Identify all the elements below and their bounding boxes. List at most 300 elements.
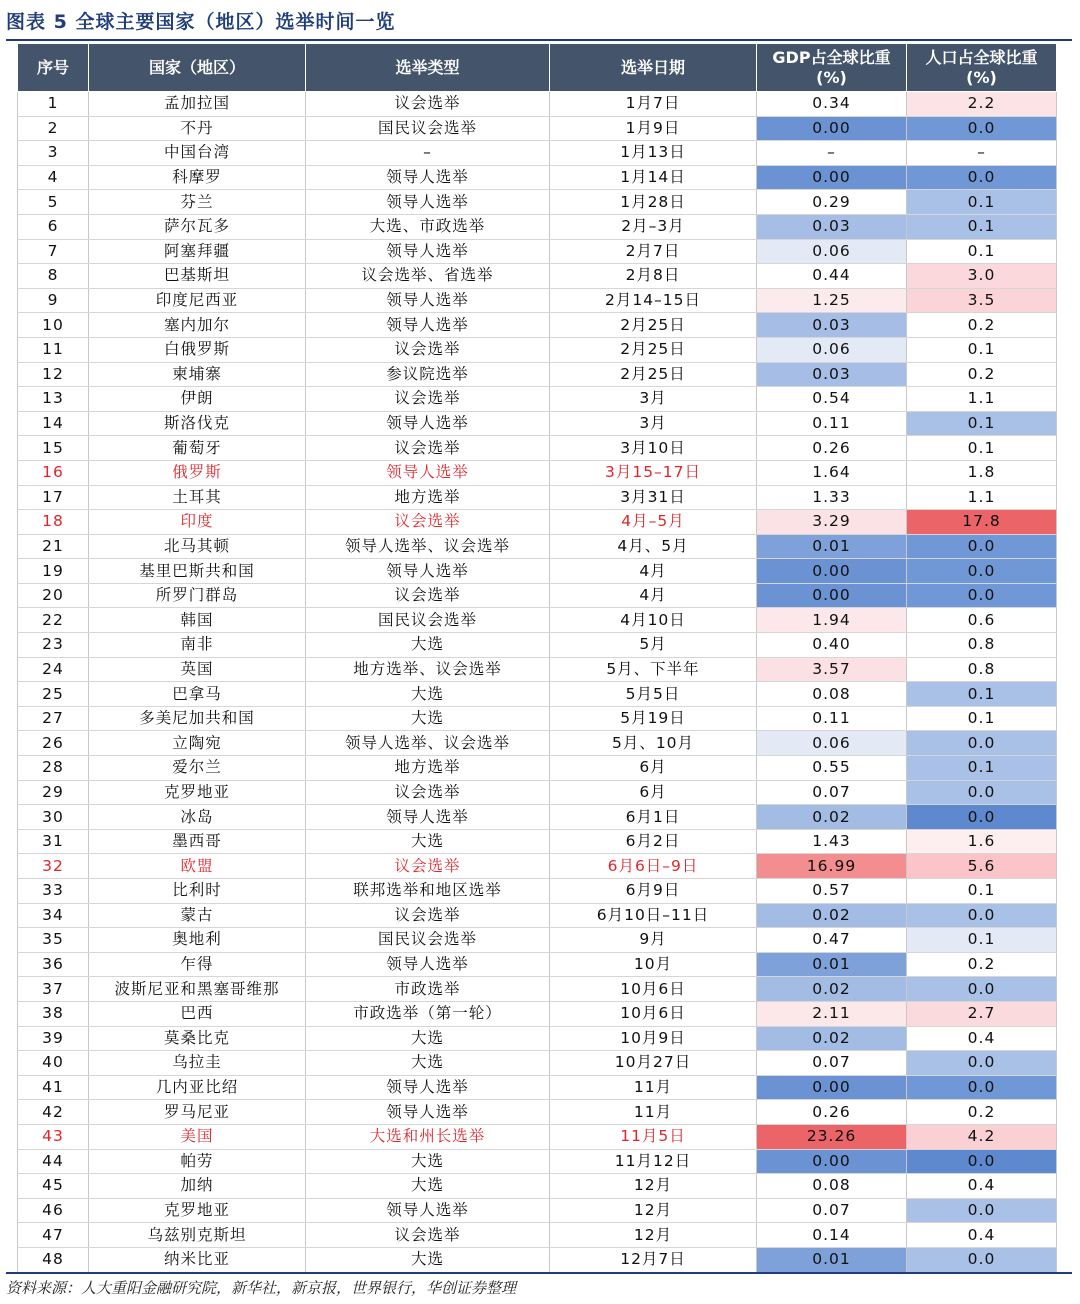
population-share-cell: 0.1 — [907, 190, 1057, 215]
row-number: 47 — [18, 1223, 89, 1248]
election-date-cell: 3月 — [550, 411, 757, 436]
country-cell: 基里巴斯共和国 — [89, 559, 306, 584]
row-number: 41 — [18, 1075, 89, 1100]
population-share-cell: 3.5 — [907, 288, 1057, 313]
gdp-share-cell: 16.99 — [757, 854, 907, 879]
table-row — [18, 633, 1057, 658]
gdp-share-cell: 0.06 — [757, 731, 907, 756]
gdp-share-cell: 3.29 — [757, 510, 907, 535]
population-share-cell: 0.0 — [907, 1149, 1057, 1174]
gdp-share-cell: 0.00 — [757, 583, 907, 608]
table-row — [18, 436, 1057, 461]
election-type-cell: 大选 — [306, 706, 550, 731]
election-date-cell: 10月27日 — [550, 1051, 757, 1076]
gdp-share-cell: 0.00 — [757, 559, 907, 584]
row-number: 25 — [18, 682, 89, 707]
gdp-share-cell: 1.94 — [757, 608, 907, 633]
election-type-cell: 国民议会选举 — [306, 116, 550, 141]
population-share-cell: 0.6 — [907, 608, 1057, 633]
gdp-share-cell: 0.03 — [757, 362, 907, 387]
population-share-cell: 0.1 — [907, 756, 1057, 781]
row-number: 48 — [18, 1247, 89, 1272]
election-date-cell: 6月9日 — [550, 879, 757, 904]
election-type-cell: 参议院选举 — [306, 362, 550, 387]
row-number: 36 — [18, 952, 89, 977]
country-cell: 克罗地亚 — [89, 780, 306, 805]
gdp-share-cell: 0.08 — [757, 1174, 907, 1199]
election-date-cell: 11月 — [550, 1100, 757, 1125]
election-date-cell: 11月12日 — [550, 1149, 757, 1174]
country-cell: 波斯尼亚和黑塞哥维那 — [89, 977, 306, 1002]
country-cell: 乌拉圭 — [89, 1051, 306, 1076]
country-cell: 斯洛伐克 — [89, 411, 306, 436]
table-row — [18, 239, 1057, 264]
election-type-cell: 领导人选举 — [306, 460, 550, 485]
table-row — [18, 854, 1057, 879]
election-date-cell: 2月25日 — [550, 337, 757, 362]
election-date-cell: 9月 — [550, 928, 757, 953]
population-share-cell: 4.2 — [907, 1124, 1057, 1149]
election-date-cell: 3月15–17日 — [550, 460, 757, 485]
country-cell: 柬埔寨 — [89, 362, 306, 387]
election-date-cell: 5月 — [550, 633, 757, 658]
gdp-share-cell: 2.11 — [757, 1001, 907, 1026]
election-date-cell: 6月2日 — [550, 829, 757, 854]
gdp-share-cell: 0.40 — [757, 633, 907, 658]
table-row — [18, 362, 1057, 387]
row-number: 8 — [18, 264, 89, 289]
election-type-cell: 大选 — [306, 1247, 550, 1272]
gdp-share-cell: 0.06 — [757, 239, 907, 264]
table-row — [18, 879, 1057, 904]
election-type-cell: 议会选举 — [306, 854, 550, 879]
gdp-share-cell: 0.08 — [757, 682, 907, 707]
election-date-cell: 12月 — [550, 1198, 757, 1223]
election-date-cell: 2月7日 — [550, 239, 757, 264]
table-row — [18, 92, 1057, 117]
row-number: 24 — [18, 657, 89, 682]
gdp-share-cell: 0.57 — [757, 879, 907, 904]
table-row — [18, 337, 1057, 362]
gdp-share-cell: 0.07 — [757, 1198, 907, 1223]
row-number: 6 — [18, 214, 89, 239]
row-number: 11 — [18, 337, 89, 362]
election-type-cell: 市政选举 — [306, 977, 550, 1002]
country-cell: 乍得 — [89, 952, 306, 977]
election-type-cell: 大选 — [306, 633, 550, 658]
election-type-cell: 领导人选举 — [306, 313, 550, 338]
population-share-cell: 0.1 — [907, 436, 1057, 461]
election-type-cell: 领导人选举、议会选举 — [306, 731, 550, 756]
population-share-cell: 0.4 — [907, 1223, 1057, 1248]
table-row — [18, 116, 1057, 141]
country-cell: 纳米比亚 — [89, 1247, 306, 1272]
gdp-share-cell: 1.43 — [757, 829, 907, 854]
election-type-cell: 大选 — [306, 1051, 550, 1076]
row-number: 14 — [18, 411, 89, 436]
population-share-cell: 0.2 — [907, 313, 1057, 338]
election-type-cell: 领导人选举 — [306, 288, 550, 313]
gdp-share-cell: 0.34 — [757, 92, 907, 117]
population-share-cell: 0.1 — [907, 214, 1057, 239]
election-date-cell: 3月31日 — [550, 485, 757, 510]
table-row — [18, 608, 1057, 633]
election-date-cell: 10月6日 — [550, 977, 757, 1002]
country-cell: 英国 — [89, 657, 306, 682]
row-number: 44 — [18, 1149, 89, 1174]
population-share-cell: 0.2 — [907, 952, 1057, 977]
election-date-cell: 5月19日 — [550, 706, 757, 731]
table-row — [18, 510, 1057, 535]
table-row — [18, 411, 1057, 436]
gdp-share-cell: 0.03 — [757, 214, 907, 239]
election-date-cell: 4月 — [550, 559, 757, 584]
gdp-share-cell: 0.26 — [757, 1100, 907, 1125]
election-type-cell: 议会选举 — [306, 903, 550, 928]
row-number: 27 — [18, 706, 89, 731]
population-share-cell: 2.7 — [907, 1001, 1057, 1026]
country-cell: 莫桑比克 — [89, 1026, 306, 1051]
population-share-cell: 0.1 — [907, 239, 1057, 264]
election-type-cell: 领导人选举 — [306, 411, 550, 436]
election-type-cell: 国民议会选举 — [306, 928, 550, 953]
population-share-cell: 0.0 — [907, 165, 1057, 190]
gdp-share-cell: 0.29 — [757, 190, 907, 215]
country-cell: 北马其顿 — [89, 534, 306, 559]
header-cell: 国家（地区） — [89, 44, 306, 92]
election-type-cell: 议会选举 — [306, 387, 550, 412]
population-share-cell: 0.0 — [907, 534, 1057, 559]
country-cell: 比利时 — [89, 879, 306, 904]
table-row — [18, 1001, 1057, 1026]
country-cell: 土耳其 — [89, 485, 306, 510]
population-share-cell: 0.1 — [907, 411, 1057, 436]
population-share-cell: 1.8 — [907, 460, 1057, 485]
table-row — [18, 165, 1057, 190]
election-type-cell: 领导人选举 — [306, 1198, 550, 1223]
population-share-cell: 0.2 — [907, 1100, 1057, 1125]
election-date-cell: 11月 — [550, 1075, 757, 1100]
population-share-cell: 0.1 — [907, 706, 1057, 731]
row-number: 4 — [18, 165, 89, 190]
election-type-cell: 大选、市政选举 — [306, 214, 550, 239]
election-type-cell: 联邦选举和地区选举 — [306, 879, 550, 904]
country-cell: 伊朗 — [89, 387, 306, 412]
figure-title: 图表 5 全球主要国家（地区）选举时间一览 — [6, 11, 396, 33]
gdp-share-cell: 0.55 — [757, 756, 907, 781]
gdp-share-cell: 0.26 — [757, 436, 907, 461]
row-number: 16 — [18, 460, 89, 485]
election-date-cell: 10月9日 — [550, 1026, 757, 1051]
population-share-cell: 0.0 — [907, 1247, 1057, 1272]
gdp-share-cell: 0.11 — [757, 411, 907, 436]
country-cell: 奥地利 — [89, 928, 306, 953]
table-row — [18, 583, 1057, 608]
election-date-cell: 12月 — [550, 1174, 757, 1199]
country-cell: 蒙古 — [89, 903, 306, 928]
country-cell: 冰岛 — [89, 805, 306, 830]
table-row — [18, 706, 1057, 731]
gdp-share-cell: 0.11 — [757, 706, 907, 731]
population-share-cell: 0.0 — [907, 1075, 1057, 1100]
row-number: 7 — [18, 239, 89, 264]
row-number: 28 — [18, 756, 89, 781]
row-number: 18 — [18, 510, 89, 535]
row-number: 46 — [18, 1198, 89, 1223]
population-share-cell: 17.8 — [907, 510, 1057, 535]
gdp-share-cell: 0.07 — [757, 780, 907, 805]
gdp-share-cell: 23.26 — [757, 1124, 907, 1149]
gdp-share-cell: 0.02 — [757, 977, 907, 1002]
country-cell: 所罗门群岛 — [89, 583, 306, 608]
election-date-cell: 6月10日–11日 — [550, 903, 757, 928]
election-type-cell: 领导人选举 — [306, 805, 550, 830]
election-type-cell: 大选和州长选举 — [306, 1124, 550, 1149]
table-row — [18, 829, 1057, 854]
row-number: 43 — [18, 1124, 89, 1149]
table-row — [18, 780, 1057, 805]
row-number: 19 — [18, 559, 89, 584]
row-number: 3 — [18, 141, 89, 166]
row-number: 17 — [18, 485, 89, 510]
election-type-cell: 议会选举 — [306, 337, 550, 362]
population-share-cell: 0.0 — [907, 780, 1057, 805]
election-type-cell: 领导人选举 — [306, 1100, 550, 1125]
country-cell: 白俄罗斯 — [89, 337, 306, 362]
population-share-cell: 0.0 — [907, 903, 1057, 928]
population-share-cell: 3.0 — [907, 264, 1057, 289]
table-row — [18, 1026, 1057, 1051]
row-number: 22 — [18, 608, 89, 633]
population-share-cell: 2.2 — [907, 92, 1057, 117]
table-row — [18, 534, 1057, 559]
election-type-cell: 议会选举 — [306, 1223, 550, 1248]
table-row — [18, 977, 1057, 1002]
header-cell: 选举类型 — [306, 44, 550, 92]
election-date-cell: 1月7日 — [550, 92, 757, 117]
population-share-cell: 0.2 — [907, 362, 1057, 387]
election-date-cell: 10月6日 — [550, 1001, 757, 1026]
election-type-cell: 领导人选举 — [306, 559, 550, 584]
table-row — [18, 756, 1057, 781]
country-cell: 印度 — [89, 510, 306, 535]
population-share-cell: 0.1 — [907, 928, 1057, 953]
population-share-cell: 0.0 — [907, 1198, 1057, 1223]
table-row — [18, 1149, 1057, 1174]
election-date-cell: 2月8日 — [550, 264, 757, 289]
table-row — [18, 1174, 1057, 1199]
row-number: 30 — [18, 805, 89, 830]
election-type-cell: 领导人选举 — [306, 165, 550, 190]
country-cell: 南非 — [89, 633, 306, 658]
gdp-share-cell: 0.02 — [757, 903, 907, 928]
header-cell: 序号 — [18, 44, 89, 92]
row-number: 29 — [18, 780, 89, 805]
row-number: 15 — [18, 436, 89, 461]
country-cell: 萨尔瓦多 — [89, 214, 306, 239]
table-row — [18, 214, 1057, 239]
country-cell: 塞内加尔 — [89, 313, 306, 338]
row-number: 39 — [18, 1026, 89, 1051]
country-cell: 孟加拉国 — [89, 92, 306, 117]
row-number: 1 — [18, 92, 89, 117]
table-row — [18, 387, 1057, 412]
elections-table — [17, 43, 1057, 1273]
gdp-share-cell: 0.02 — [757, 1026, 907, 1051]
header-row — [18, 44, 1057, 92]
election-type-cell: 地方选举、议会选举 — [306, 657, 550, 682]
row-number: 37 — [18, 977, 89, 1002]
population-share-cell: 0.0 — [907, 805, 1057, 830]
population-share-cell: 0.8 — [907, 633, 1057, 658]
population-share-cell: – — [907, 141, 1057, 166]
row-number: 5 — [18, 190, 89, 215]
gdp-share-cell: 0.01 — [757, 534, 907, 559]
table-row — [18, 460, 1057, 485]
election-type-cell: 议会选举 — [306, 780, 550, 805]
country-cell: 罗马尼亚 — [89, 1100, 306, 1125]
row-number: 2 — [18, 116, 89, 141]
gdp-share-cell: 1.25 — [757, 288, 907, 313]
election-type-cell: 议会选举 — [306, 583, 550, 608]
country-cell: 俄罗斯 — [89, 460, 306, 485]
election-date-cell: 2月14–15日 — [550, 288, 757, 313]
table-row — [18, 805, 1057, 830]
election-date-cell: 1月13日 — [550, 141, 757, 166]
gdp-share-cell: 0.44 — [757, 264, 907, 289]
gdp-share-cell: 0.00 — [757, 1149, 907, 1174]
gdp-share-cell: 0.00 — [757, 165, 907, 190]
election-date-cell: 12月 — [550, 1223, 757, 1248]
election-date-cell: 6月 — [550, 780, 757, 805]
row-number: 40 — [18, 1051, 89, 1076]
population-share-cell: 5.6 — [907, 854, 1057, 879]
table-row — [18, 657, 1057, 682]
country-cell: 葡萄牙 — [89, 436, 306, 461]
table-row — [18, 1198, 1057, 1223]
table-row — [18, 682, 1057, 707]
country-cell: 墨西哥 — [89, 829, 306, 854]
election-date-cell: 1月14日 — [550, 165, 757, 190]
row-number: 23 — [18, 633, 89, 658]
election-type-cell: 议会选举 — [306, 510, 550, 535]
election-type-cell: 领导人选举 — [306, 190, 550, 215]
country-cell: 爱尔兰 — [89, 756, 306, 781]
population-share-cell: 0.0 — [907, 1051, 1057, 1076]
table-row — [18, 1247, 1057, 1272]
population-share-cell: 0.0 — [907, 977, 1057, 1002]
table-row — [18, 1075, 1057, 1100]
population-share-cell: 1.6 — [907, 829, 1057, 854]
table-row — [18, 264, 1057, 289]
table-row — [18, 141, 1057, 166]
table-row — [18, 559, 1057, 584]
header-cell: 选举日期 — [550, 44, 757, 92]
election-date-cell: 11月5日 — [550, 1124, 757, 1149]
row-number: 34 — [18, 903, 89, 928]
population-share-cell: 0.8 — [907, 657, 1057, 682]
election-type-cell: 地方选举 — [306, 485, 550, 510]
election-type-cell: 市政选举（第一轮） — [306, 1001, 550, 1026]
country-cell: 美国 — [89, 1124, 306, 1149]
row-number: 38 — [18, 1001, 89, 1026]
row-number: 10 — [18, 313, 89, 338]
population-share-cell: 0.4 — [907, 1026, 1057, 1051]
country-cell: 印度尼西亚 — [89, 288, 306, 313]
population-share-cell: 0.1 — [907, 879, 1057, 904]
row-number: 20 — [18, 583, 89, 608]
election-date-cell: 5月、下半年 — [550, 657, 757, 682]
table-row — [18, 731, 1057, 756]
election-date-cell: 4月10日 — [550, 608, 757, 633]
election-date-cell: 6月 — [550, 756, 757, 781]
row-number: 35 — [18, 928, 89, 953]
election-date-cell: 4月 — [550, 583, 757, 608]
table-row — [18, 288, 1057, 313]
election-date-cell: 6月6日–9日 — [550, 854, 757, 879]
country-cell: 阿塞拜疆 — [89, 239, 306, 264]
population-share-cell: 0.0 — [907, 583, 1057, 608]
country-cell: 巴拿马 — [89, 682, 306, 707]
election-date-cell: 12月7日 — [550, 1247, 757, 1272]
election-date-cell: 3月10日 — [550, 436, 757, 461]
country-cell: 芬兰 — [89, 190, 306, 215]
election-date-cell: 2月–3月 — [550, 214, 757, 239]
header-cell: GDP占全球比重 (%) — [757, 44, 907, 92]
population-share-cell: 0.1 — [907, 337, 1057, 362]
country-cell: 不丹 — [89, 116, 306, 141]
population-share-cell: 0.0 — [907, 559, 1057, 584]
row-number: 12 — [18, 362, 89, 387]
table-row — [18, 485, 1057, 510]
source-note: 资料来源：人大重阳金融研究院，新华社，新京报，世界银行，华创证券整理 — [6, 1272, 1072, 1304]
row-number: 45 — [18, 1174, 89, 1199]
election-type-cell: 领导人选举 — [306, 1075, 550, 1100]
gdp-share-cell: 3.57 — [757, 657, 907, 682]
population-share-cell: 0.0 — [907, 116, 1057, 141]
table-row — [18, 1124, 1057, 1149]
row-number: 33 — [18, 879, 89, 904]
row-number: 32 — [18, 854, 89, 879]
election-type-cell: 议会选举、省选举 — [306, 264, 550, 289]
country-cell: 欧盟 — [89, 854, 306, 879]
gdp-share-cell: 1.33 — [757, 485, 907, 510]
row-number: 13 — [18, 387, 89, 412]
gdp-share-cell: 0.03 — [757, 313, 907, 338]
election-type-cell: 大选 — [306, 1026, 550, 1051]
gdp-share-cell: 0.00 — [757, 116, 907, 141]
election-type-cell: 大选 — [306, 1174, 550, 1199]
population-share-cell: 0.0 — [907, 731, 1057, 756]
table-row — [18, 1100, 1057, 1125]
country-cell: 巴基斯坦 — [89, 264, 306, 289]
election-type-cell: 大选 — [306, 1149, 550, 1174]
table-row — [18, 313, 1057, 338]
election-date-cell: 2月25日 — [550, 362, 757, 387]
country-cell: 巴西 — [89, 1001, 306, 1026]
table-row — [18, 903, 1057, 928]
gdp-share-cell: 0.02 — [757, 805, 907, 830]
election-type-cell: 议会选举 — [306, 92, 550, 117]
gdp-share-cell: 1.64 — [757, 460, 907, 485]
election-type-cell: 领导人选举、议会选举 — [306, 534, 550, 559]
gdp-share-cell: – — [757, 141, 907, 166]
gdp-share-cell: 0.47 — [757, 928, 907, 953]
election-date-cell: 1月28日 — [550, 190, 757, 215]
election-type-cell: 大选 — [306, 829, 550, 854]
election-date-cell: 1月9日 — [550, 116, 757, 141]
country-cell: 韩国 — [89, 608, 306, 633]
